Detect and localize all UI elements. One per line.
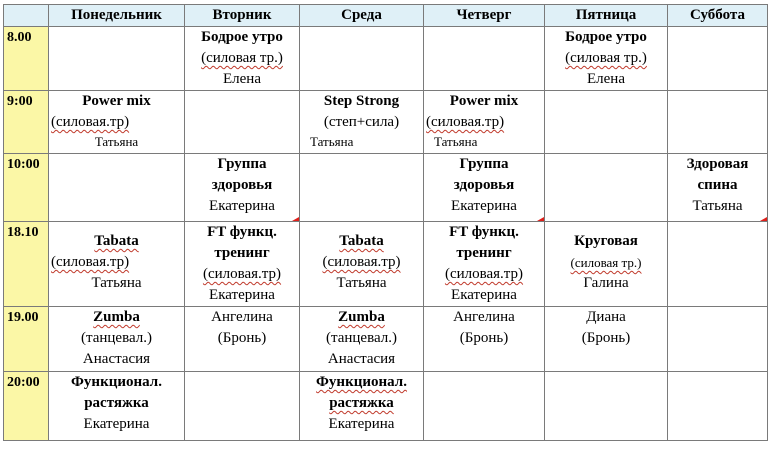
booking-note: (Бронь)	[459, 330, 509, 346]
class-title: Группа здоровья	[453, 156, 515, 193]
time-cell: 18.10	[4, 222, 49, 307]
coach-name: Галина	[583, 275, 629, 291]
schedule-table	[3, 4, 768, 441]
class-cell-empty	[668, 307, 768, 372]
coach-name: Екатерина	[451, 198, 517, 214]
class-type: (силовая.тр)	[51, 114, 130, 130]
class-title: Бодрое утро	[201, 29, 283, 45]
comment-marker-icon	[537, 217, 544, 221]
comment-marker-icon	[760, 217, 767, 221]
day-header-monday: Понедельник	[49, 5, 185, 27]
class-title: Группа здоровья	[211, 156, 273, 193]
class-type: (силовая.тр)	[202, 266, 282, 282]
time-cell: 19.00	[4, 307, 49, 372]
class-cell-empty	[668, 91, 768, 154]
class-title: Tabata	[94, 233, 139, 249]
coach-name: Ангелина	[453, 309, 515, 325]
day-header-saturday: Суббота	[668, 5, 768, 27]
coach-name: Анастасия	[327, 351, 396, 367]
comment-marker-icon	[292, 217, 299, 221]
coach-name: Екатерина	[83, 416, 150, 432]
class-type: (силовая.тр)	[444, 266, 524, 282]
class-type: (танцевал.)	[325, 330, 397, 346]
day-header-tuesday: Вторник	[185, 5, 300, 27]
coach-name: Татьяна	[336, 275, 387, 291]
class-cell-empty	[668, 372, 768, 441]
coach-name: Екатерина	[328, 416, 395, 432]
time-cell: 9:00	[4, 91, 49, 154]
class-cell	[300, 372, 424, 441]
time-cell: 8.00	[4, 27, 49, 91]
day-header-friday: Пятница	[545, 5, 668, 27]
class-cell-empty	[424, 27, 545, 91]
coach-name: Елена	[587, 71, 625, 87]
schedule-row	[4, 91, 768, 154]
corner-cell	[4, 5, 49, 27]
coach-name: Екатерина	[209, 287, 275, 303]
class-cell	[424, 307, 545, 372]
class-title: FT функц. тренинг	[449, 224, 519, 261]
coach-name: Татьяна	[434, 134, 478, 149]
day-header-thursday: Четверг	[424, 5, 545, 27]
class-cell	[300, 91, 424, 154]
coach-name: Ангелина	[211, 309, 273, 325]
class-cell	[545, 307, 668, 372]
class-cell	[49, 91, 185, 154]
class-type: (силовая.тр)	[322, 254, 401, 270]
schedule-row	[4, 372, 768, 441]
class-cell-empty	[49, 27, 185, 91]
class-title: Бодрое утро	[565, 29, 647, 45]
coach-name: Екатерина	[209, 198, 275, 214]
class-cell-empty	[545, 372, 668, 441]
class-cell	[49, 372, 185, 441]
coach-name: Татьяна	[94, 134, 139, 149]
class-cell	[49, 307, 185, 372]
coach-name: Татьяна	[310, 134, 354, 149]
class-type: (танцевал.)	[80, 330, 152, 346]
time-cell: 20:00	[4, 372, 49, 441]
class-title: Power mix	[82, 93, 151, 109]
class-cell-empty	[185, 372, 300, 441]
class-title: Tabata	[339, 233, 384, 249]
class-cell	[424, 154, 545, 222]
class-cell-empty	[300, 154, 424, 222]
class-cell-empty	[545, 154, 668, 222]
class-type: (силовая тр.)	[201, 50, 283, 66]
class-title: Функционал. растяжка	[316, 374, 407, 411]
coach-name: Елена	[223, 71, 261, 87]
class-type: (степ+сила)	[323, 114, 400, 130]
class-title: Круговая	[574, 233, 638, 249]
schedule-row	[4, 27, 768, 91]
class-cell	[185, 307, 300, 372]
schedule-row	[4, 307, 768, 372]
class-cell	[185, 27, 300, 91]
class-type: (силовая тр.)	[565, 50, 647, 66]
coach-name: Анастасия	[82, 351, 151, 367]
class-cell	[185, 222, 300, 307]
class-type: (силовая тр.)	[570, 255, 642, 270]
class-cell-empty	[49, 154, 185, 222]
booking-note: (Бронь)	[217, 330, 267, 346]
class-cell-empty	[185, 91, 300, 154]
class-title: Функционал. растяжка	[71, 374, 162, 411]
coach-name: Екатерина	[451, 287, 517, 303]
coach-name: Татьяна	[91, 275, 142, 291]
class-cell-empty	[300, 27, 424, 91]
class-cell-empty	[424, 372, 545, 441]
class-cell	[300, 307, 424, 372]
schedule-row	[4, 154, 768, 222]
class-cell	[545, 222, 668, 307]
schedule-row	[4, 222, 768, 307]
class-type: (силовая.тр)	[426, 114, 505, 130]
class-type: (силовая.тр)	[51, 254, 130, 270]
time-cell: 10:00	[4, 154, 49, 222]
coach-name: Татьяна	[692, 198, 743, 214]
class-cell	[668, 154, 768, 222]
class-cell	[185, 154, 300, 222]
booking-note: (Бронь)	[581, 330, 631, 346]
class-cell	[545, 27, 668, 91]
class-cell	[300, 222, 424, 307]
class-title: Здоровая спина	[686, 156, 749, 193]
class-title: Zumba	[338, 309, 385, 325]
class-title: Step Strong	[323, 93, 400, 109]
class-title: Zumba	[93, 309, 140, 325]
class-title: FT функц. тренинг	[207, 224, 277, 261]
class-cell	[49, 222, 185, 307]
coach-name: Диана	[586, 309, 626, 325]
class-cell-empty	[668, 222, 768, 307]
day-header-wednesday: Среда	[300, 5, 424, 27]
header-row	[4, 5, 768, 27]
class-title: Power mix	[449, 93, 519, 109]
class-cell	[424, 222, 545, 307]
class-cell-empty	[668, 27, 768, 91]
class-cell-empty	[545, 91, 668, 154]
class-cell	[424, 91, 545, 154]
